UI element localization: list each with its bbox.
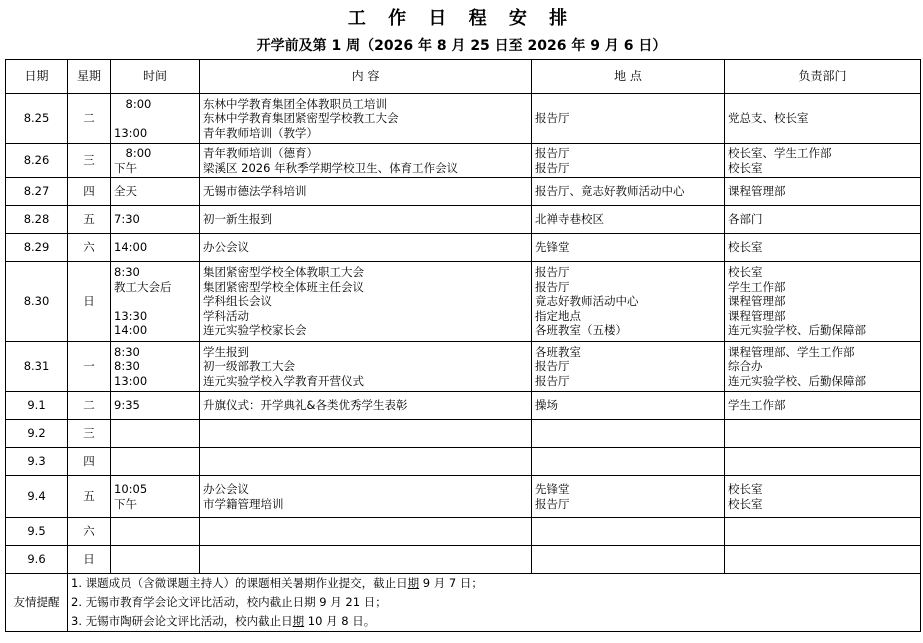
cell-time-line: 8:00 bbox=[114, 146, 152, 160]
reminder-item: 3. 无锡市陶研会论文评比活动，校内截止日期 10 月 8 日。 bbox=[71, 614, 376, 628]
cell-content-line: 青年教师培训（德育） bbox=[203, 146, 318, 160]
cell-place-line: 报告厅、竟志好教师活动中心 bbox=[535, 184, 685, 199]
cell-dept bbox=[725, 342, 921, 392]
cell-content-line: 办公会议 bbox=[203, 240, 249, 255]
page-title: 工 作 日 程 安 排 bbox=[347, 8, 576, 29]
cell-place-line: 各班教室 bbox=[535, 344, 581, 359]
cell-place bbox=[532, 178, 725, 206]
cell-date: 9.2 bbox=[6, 420, 68, 448]
cell-weekday: 三 bbox=[68, 420, 111, 448]
cell-time-line: 10:05 bbox=[114, 482, 148, 496]
cell-dept-line: 党总支、校长室 bbox=[728, 111, 809, 126]
cell-content bbox=[200, 420, 532, 448]
cell-dept-line: 学生工作部 bbox=[728, 398, 786, 413]
cell-time-line: 8:30 bbox=[114, 359, 140, 374]
table-row bbox=[6, 342, 921, 392]
cell-weekday: 三 bbox=[68, 144, 111, 178]
cell-date: 9.5 bbox=[6, 518, 68, 546]
cell-dept-line: 连元实验学校、后勤保障部 bbox=[728, 373, 866, 388]
table-row bbox=[6, 234, 921, 262]
cell-time-line: 8:30 bbox=[114, 344, 140, 359]
cell-date: 9.1 bbox=[6, 392, 68, 420]
cell-content bbox=[200, 234, 532, 262]
cell-time-line: 下午 bbox=[114, 496, 137, 511]
cell-dept bbox=[725, 206, 921, 234]
cell-content bbox=[200, 392, 532, 420]
cell-content bbox=[200, 342, 532, 392]
cell-date: 8.26 bbox=[6, 144, 68, 178]
cell-content-line: 办公会议 bbox=[203, 482, 249, 496]
cell-dept-line: 校长室 bbox=[728, 160, 763, 175]
cell-dept bbox=[725, 234, 921, 262]
cell-time-line: 8:00 bbox=[114, 96, 152, 111]
cell-dept-line: 校长室 bbox=[728, 482, 763, 496]
cell-content bbox=[200, 476, 532, 518]
cell-content-line: 东林中学教育集团紧密型学校教工大会 bbox=[203, 111, 399, 126]
cell-time-line: 14:00 bbox=[114, 240, 148, 255]
cell-place bbox=[532, 518, 725, 546]
cell-content bbox=[200, 518, 532, 546]
cell-place-line: 报告厅 bbox=[535, 496, 570, 511]
table-row bbox=[6, 178, 921, 206]
cell-time-line bbox=[114, 294, 196, 309]
cell-dept bbox=[725, 546, 921, 574]
cell-place bbox=[532, 206, 725, 234]
cell-content-line: 学科活动 bbox=[203, 308, 249, 323]
cell-time-line: 13:00 bbox=[114, 125, 148, 140]
cell-time-line bbox=[114, 111, 196, 126]
cell-weekday: 一 bbox=[68, 342, 111, 392]
cell-time-line: 全天 bbox=[114, 184, 137, 199]
schedule-table bbox=[5, 59, 921, 632]
cell-date: 9.3 bbox=[6, 448, 68, 476]
cell-place-line: 报告厅 bbox=[535, 160, 570, 175]
cell-time bbox=[111, 94, 200, 144]
reminder-content bbox=[68, 574, 921, 632]
cell-content-line: 市学籍管理培训 bbox=[203, 496, 284, 511]
cell-place bbox=[532, 448, 725, 476]
cell-date: 9.6 bbox=[6, 546, 68, 574]
table-row bbox=[6, 518, 921, 546]
reminder-item: 1. 课题成员（含微课题主持人）的课题相关暑期作业提交，截止日期 9 月 7 日； bbox=[71, 576, 483, 590]
cell-dept bbox=[725, 392, 921, 420]
header-row bbox=[6, 60, 921, 94]
col-header-weekday: 星期 bbox=[68, 60, 111, 94]
cell-weekday: 五 bbox=[68, 206, 111, 234]
cell-dept-line: 课程管理部 bbox=[728, 308, 786, 323]
cell-content bbox=[200, 546, 532, 574]
cell-content-line: 无锡市德法学科培训 bbox=[203, 184, 307, 199]
cell-dept-line: 校长室 bbox=[728, 240, 763, 255]
table-row bbox=[6, 420, 921, 448]
cell-content-line: 梁溪区 2026 年秋季学期学校卫生、体育工作会议 bbox=[203, 160, 459, 175]
cell-time-line: 8:30 bbox=[114, 265, 140, 280]
col-header-content: 内 容 bbox=[200, 60, 532, 94]
cell-dept-line: 校长室、学生工作部 bbox=[728, 146, 832, 160]
cell-date: 8.30 bbox=[6, 262, 68, 342]
cell-date: 8.29 bbox=[6, 234, 68, 262]
cell-dept-line: 各部门 bbox=[728, 212, 763, 227]
cell-place bbox=[532, 262, 725, 342]
cell-time bbox=[111, 546, 200, 574]
cell-place-line: 报告厅 bbox=[535, 373, 570, 388]
table-row bbox=[6, 546, 921, 574]
cell-place-line: 报告厅 bbox=[535, 359, 570, 374]
reminder-item: 2. 无锡市教育学会论文评比活动，校内截止日期 9 月 21 日； bbox=[71, 595, 387, 609]
cell-time-line: 14:00 bbox=[114, 323, 148, 338]
cell-weekday: 六 bbox=[68, 518, 111, 546]
cell-time-line: 9:35 bbox=[114, 398, 140, 413]
cell-time-line: 下午 bbox=[114, 160, 137, 175]
cell-place-line: 先锋堂 bbox=[535, 482, 570, 496]
cell-content-line: 集团紧密型学校全体教职工大会 bbox=[203, 265, 364, 280]
cell-place-line: 报告厅 bbox=[535, 265, 570, 280]
cell-dept bbox=[725, 476, 921, 518]
cell-weekday: 二 bbox=[68, 94, 111, 144]
cell-date: 8.31 bbox=[6, 342, 68, 392]
cell-place bbox=[532, 420, 725, 448]
cell-content-line: 学科组长会议 bbox=[203, 294, 272, 309]
col-header-dept: 负责部门 bbox=[725, 60, 921, 94]
cell-dept-line: 综合办 bbox=[728, 359, 763, 374]
cell-dept-line: 学生工作部 bbox=[728, 279, 786, 294]
col-header-date: 日期 bbox=[6, 60, 68, 94]
cell-place-line: 报告厅 bbox=[535, 279, 570, 294]
cell-time bbox=[111, 392, 200, 420]
cell-place-line: 指定地点 bbox=[535, 308, 581, 323]
cell-content bbox=[200, 178, 532, 206]
cell-time bbox=[111, 342, 200, 392]
cell-content bbox=[200, 262, 532, 342]
cell-content-line: 初一级部教工大会 bbox=[203, 359, 295, 374]
cell-time-line: 13:30 bbox=[114, 308, 148, 323]
cell-weekday: 五 bbox=[68, 476, 111, 518]
table-row bbox=[6, 392, 921, 420]
cell-dept-line: 课程管理部、学生工作部 bbox=[728, 344, 855, 359]
table-row bbox=[6, 476, 921, 518]
cell-place-line: 报告厅 bbox=[535, 111, 570, 126]
cell-time-line: 13:00 bbox=[114, 373, 148, 388]
page-subtitle: 开学前及第 1 周（2026 年 8 月 25 日至 2026 年 9 月 6 日） bbox=[256, 38, 667, 54]
cell-time bbox=[111, 144, 200, 178]
col-header-time: 时间 bbox=[111, 60, 200, 94]
table-row bbox=[6, 144, 921, 178]
cell-place-line: 各班教室（五楼） bbox=[535, 323, 627, 338]
cell-dept-line: 校长室 bbox=[728, 496, 763, 511]
cell-weekday: 日 bbox=[68, 546, 111, 574]
cell-place-line: 北禅寺巷校区 bbox=[535, 212, 604, 227]
cell-place-line: 报告厅 bbox=[535, 146, 570, 160]
cell-content-line: 学生报到 bbox=[203, 344, 249, 359]
cell-time bbox=[111, 420, 200, 448]
cell-time bbox=[111, 178, 200, 206]
cell-time bbox=[111, 206, 200, 234]
cell-dept-line: 课程管理部 bbox=[728, 184, 786, 199]
cell-time bbox=[111, 448, 200, 476]
cell-dept bbox=[725, 448, 921, 476]
cell-date: 8.28 bbox=[6, 206, 68, 234]
cell-place bbox=[532, 144, 725, 178]
cell-place-line: 操场 bbox=[535, 398, 558, 413]
cell-dept bbox=[725, 178, 921, 206]
table-row bbox=[6, 206, 921, 234]
cell-weekday: 日 bbox=[68, 262, 111, 342]
cell-dept-line: 连元实验学校、后勤保障部 bbox=[728, 323, 866, 338]
cell-place bbox=[532, 392, 725, 420]
cell-dept-line: 课程管理部 bbox=[728, 294, 786, 309]
cell-date: 8.27 bbox=[6, 178, 68, 206]
cell-content-line: 升旗仪式：开学典礼&各类优秀学生表彰 bbox=[203, 398, 408, 413]
cell-place bbox=[532, 94, 725, 144]
cell-time bbox=[111, 234, 200, 262]
cell-weekday: 六 bbox=[68, 234, 111, 262]
cell-content bbox=[200, 206, 532, 234]
cell-time-line: 教工大会后 bbox=[114, 279, 172, 294]
cell-content-line: 集团紧密型学校全体班主任会议 bbox=[203, 279, 364, 294]
cell-content-line: 初一新生报到 bbox=[203, 212, 272, 227]
reminder-row bbox=[6, 574, 921, 632]
cell-dept bbox=[725, 518, 921, 546]
cell-dept-line: 校长室 bbox=[728, 265, 763, 280]
table-row bbox=[6, 94, 921, 144]
cell-weekday: 四 bbox=[68, 178, 111, 206]
cell-content-line: 东林中学教育集团全体教职员工培训 bbox=[203, 96, 387, 111]
cell-weekday: 二 bbox=[68, 392, 111, 420]
reminder-label: 友情提醒 bbox=[6, 574, 68, 632]
cell-dept bbox=[725, 420, 921, 448]
cell-place bbox=[532, 476, 725, 518]
cell-place-line: 竟志好教师活动中心 bbox=[535, 294, 639, 309]
cell-place bbox=[532, 342, 725, 392]
cell-dept bbox=[725, 144, 921, 178]
table-row bbox=[6, 262, 921, 342]
cell-place-line: 先锋堂 bbox=[535, 240, 570, 255]
cell-time-line: 7:30 bbox=[114, 212, 140, 227]
cell-weekday: 四 bbox=[68, 448, 111, 476]
table-row bbox=[6, 448, 921, 476]
cell-date: 8.25 bbox=[6, 94, 68, 144]
cell-place bbox=[532, 234, 725, 262]
cell-place bbox=[532, 546, 725, 574]
cell-content-line: 连元实验学校家长会 bbox=[203, 323, 307, 338]
cell-content bbox=[200, 448, 532, 476]
cell-dept bbox=[725, 94, 921, 144]
cell-content-line: 连元实验学校入学教育开营仪式 bbox=[203, 373, 364, 388]
cell-time bbox=[111, 518, 200, 546]
cell-time bbox=[111, 262, 200, 342]
cell-content bbox=[200, 94, 532, 144]
cell-date: 9.4 bbox=[6, 476, 68, 518]
cell-dept bbox=[725, 262, 921, 342]
col-header-place: 地 点 bbox=[532, 60, 725, 94]
cell-time bbox=[111, 476, 200, 518]
cell-content-line: 青年教师培训（教学） bbox=[203, 125, 318, 140]
cell-content bbox=[200, 144, 532, 178]
